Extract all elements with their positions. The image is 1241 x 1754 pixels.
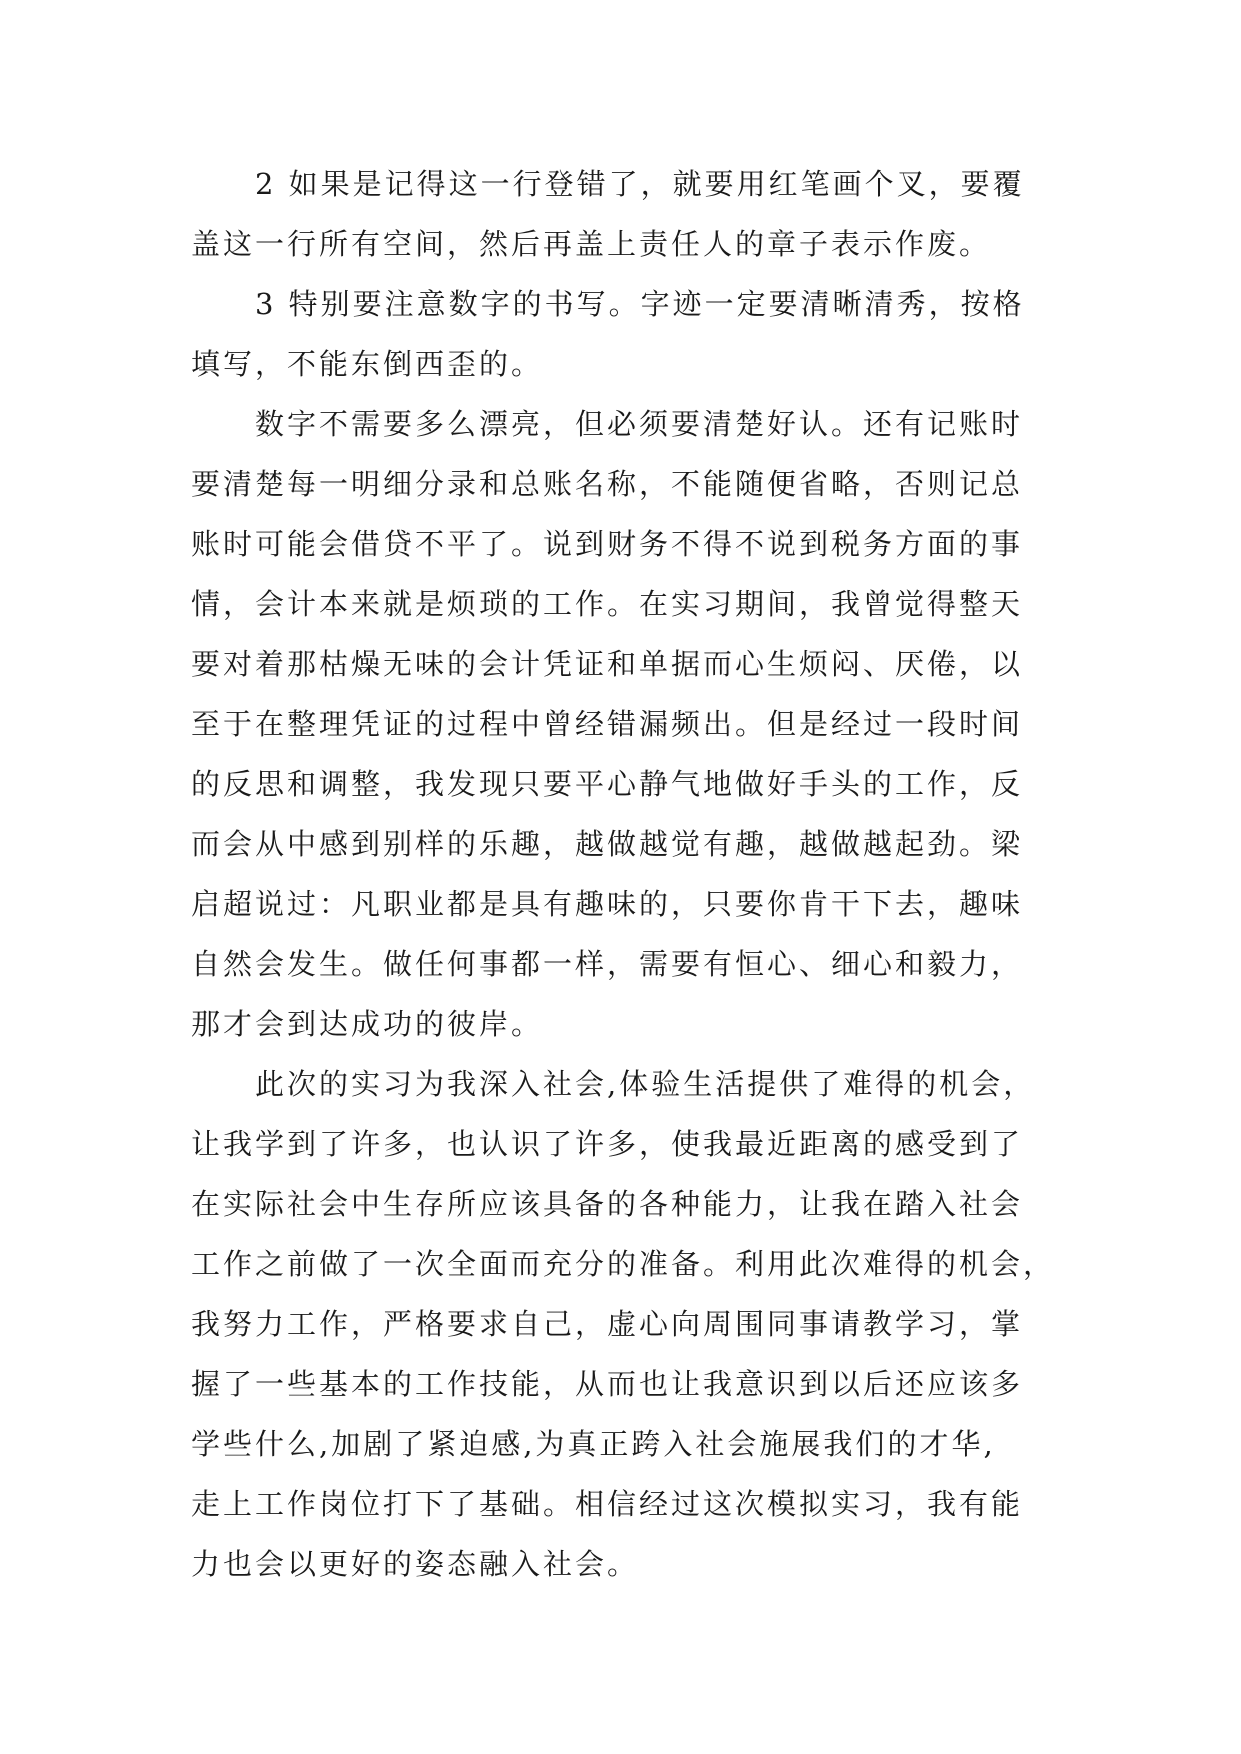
text-line: 此次的实习为我深入社会,体验生活提供了难得的机会， <box>255 1067 1036 1101</box>
text-line: 情，会计本来就是烦琐的工作。在实习期间，我曾觉得整天 <box>191 587 1024 621</box>
paragraph-2 <box>191 274 1051 394</box>
text-line: 力也会以更好的姿态融入社会。 <box>191 1547 640 1581</box>
text-line: 走上工作岗位打下了基础。相信经过这次模拟实习，我有能 <box>191 1487 1024 1521</box>
text-line: 数字不需要多么漂亮，但必须要清楚好认。还有记账时 <box>255 407 1024 441</box>
text-line: 学些什么,加剧了紧迫感,为真正跨入社会施展我们的才华, <box>191 1427 996 1461</box>
text-line: 我努力工作，严格要求自己，虚心向周围同事请教学习，掌 <box>191 1307 1024 1341</box>
text-line: 的反思和调整，我发现只要平心静气地做好手头的工作，反 <box>191 767 1024 801</box>
text-line: 工作之前做了一次全面而充分的准备。利用此次难得的机会， <box>191 1247 1056 1281</box>
text-line: 3 特别要注意数字的书写。字迹一定要清晰清秀，按格 <box>255 287 1025 321</box>
paragraph-4 <box>191 1054 1056 1594</box>
text-line: 让我学到了许多，也认识了许多，使我最近距离的感受到了 <box>191 1127 1024 1161</box>
paragraph-1 <box>191 154 1051 274</box>
text-line: 要清楚每一明细分录和总账名称，不能随便省略，否则记总 <box>191 467 1024 501</box>
text-line: 盖这一行所有空间，然后再盖上责任人的章子表示作废。 <box>191 227 992 261</box>
text-line: 那才会到达成功的彼岸。 <box>191 1007 544 1041</box>
text-line: 2 如果是记得这一行登错了，就要用红笔画个叉，要覆 <box>255 167 1025 201</box>
document-body <box>191 154 1056 1594</box>
text-line: 要对着那枯燥无味的会计凭证和单据而心生烦闷、厌倦，以 <box>191 647 1024 681</box>
text-line: 握了一些基本的工作技能，从而也让我意识到以后还应该多 <box>191 1367 1024 1401</box>
text-line: 至于在整理凭证的过程中曾经错漏频出。但是经过一段时间 <box>191 707 1024 741</box>
text-line: 在实际社会中生存所应该具备的各种能力，让我在踏入社会 <box>191 1187 1024 1221</box>
text-line: 启超说过：凡职业都是具有趣味的，只要你肯干下去，趣味 <box>191 887 1024 921</box>
paragraph-3 <box>191 394 1051 1054</box>
text-line: 账时可能会借贷不平了。说到财务不得不说到税务方面的事 <box>191 527 1024 561</box>
text-line: 自然会发生。做任何事都一样，需要有恒心、细心和毅力， <box>191 947 1024 981</box>
text-line: 而会从中感到别样的乐趣，越做越觉有趣，越做越起劲。梁 <box>191 827 1024 861</box>
text-line: 填写，不能东倒西歪的。 <box>191 347 544 381</box>
